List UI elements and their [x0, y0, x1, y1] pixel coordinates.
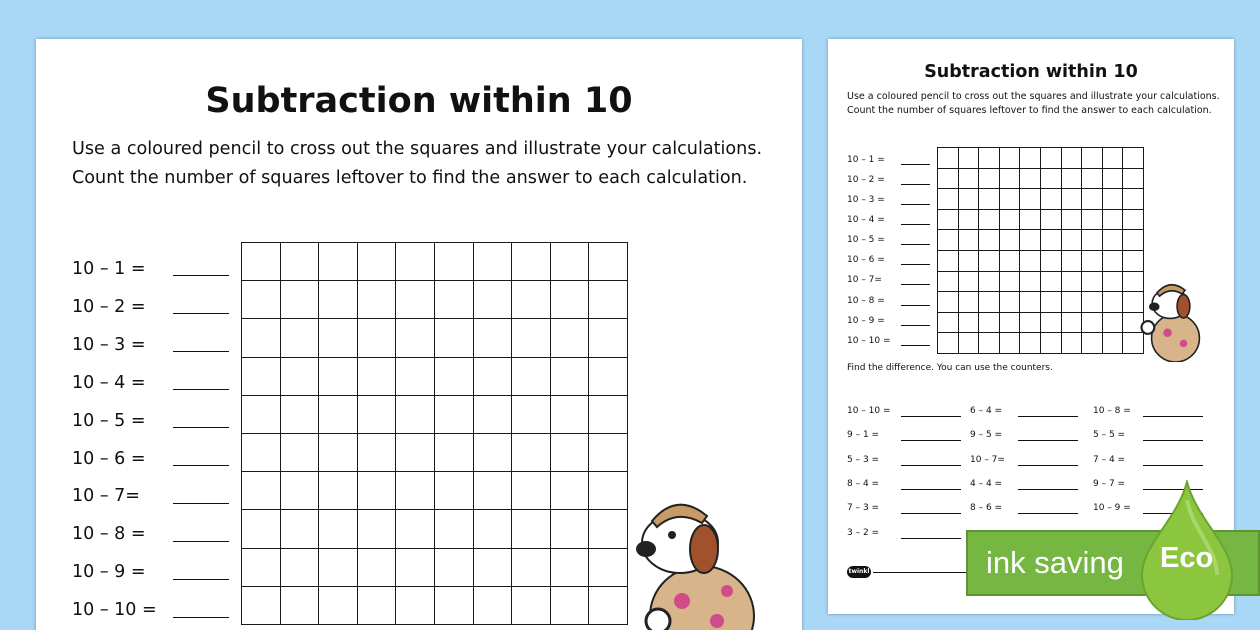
grid-square[interactable]: [1102, 271, 1123, 292]
grid-square[interactable]: [589, 395, 628, 433]
grid-square[interactable]: [242, 243, 281, 281]
grid-square[interactable]: [550, 510, 589, 548]
grid-square[interactable]: [1020, 230, 1041, 251]
grid-square[interactable]: [589, 319, 628, 357]
grid-square[interactable]: [396, 281, 435, 319]
grid-square[interactable]: [550, 586, 589, 624]
grid-square[interactable]: [958, 250, 979, 271]
grid-square[interactable]: [280, 281, 319, 319]
difference-equation: 5 – 5 =: [1093, 430, 1126, 440]
grid-square[interactable]: [999, 292, 1020, 313]
answer-line[interactable]: [901, 244, 930, 245]
grid-square[interactable]: [242, 319, 281, 357]
grid-square[interactable]: [1082, 333, 1103, 354]
grid-square[interactable]: [999, 333, 1020, 354]
grid-square[interactable]: [1123, 209, 1144, 230]
grid-square[interactable]: [434, 433, 473, 471]
equation: 10 – 9 =: [847, 316, 885, 326]
grid-square[interactable]: [434, 395, 473, 433]
grid-square[interactable]: [589, 510, 628, 548]
difference-equation: 10 – 8 =: [1093, 406, 1131, 416]
grid-square[interactable]: [1061, 292, 1082, 313]
grid-square[interactable]: [999, 250, 1020, 271]
preview-detective-dog-icon: [1133, 277, 1218, 362]
difference-equation: 10 – 10 =: [847, 406, 891, 416]
grid-square[interactable]: [473, 319, 512, 357]
grid-square[interactable]: [1040, 230, 1061, 251]
grid-square[interactable]: [396, 548, 435, 586]
grid-square[interactable]: [938, 271, 959, 292]
grid-square[interactable]: [979, 271, 1000, 292]
grid-square[interactable]: [938, 333, 959, 354]
grid-square[interactable]: [589, 357, 628, 395]
equation: 10 – 5 =: [72, 411, 146, 431]
grid-square[interactable]: [550, 319, 589, 357]
grid-square[interactable]: [473, 395, 512, 433]
grid-square[interactable]: [319, 357, 358, 395]
difference-equation: 10 – 9 =: [1093, 503, 1131, 513]
grid-square[interactable]: [434, 586, 473, 624]
grid-square[interactable]: [357, 319, 396, 357]
grid-square[interactable]: [319, 586, 358, 624]
grid-square[interactable]: [958, 312, 979, 333]
grid-square[interactable]: [242, 433, 281, 471]
large-worksheet: [36, 39, 802, 630]
grid-square[interactable]: [473, 433, 512, 471]
answer-line[interactable]: [901, 264, 930, 265]
grid-square[interactable]: [1020, 333, 1041, 354]
grid-square[interactable]: [280, 243, 319, 281]
grid-square[interactable]: [979, 292, 1000, 313]
grid-square[interactable]: [550, 281, 589, 319]
answer-line[interactable]: [901, 164, 930, 165]
grid-square[interactable]: [1040, 333, 1061, 354]
grid-square[interactable]: [938, 189, 959, 210]
grid-square[interactable]: [958, 292, 979, 313]
grid-square[interactable]: [979, 209, 1000, 230]
difference-equation: 7 – 4 =: [1093, 455, 1126, 465]
grid-square[interactable]: [473, 510, 512, 548]
grid-square[interactable]: [1123, 230, 1144, 251]
equation: 10 – 2 =: [847, 175, 885, 185]
grid-square[interactable]: [1082, 250, 1103, 271]
grid-square[interactable]: [938, 250, 959, 271]
difference-equation: 5 – 3 =: [847, 455, 880, 465]
grid-square[interactable]: [1020, 250, 1041, 271]
equation: 10 – 10 =: [72, 600, 157, 620]
grid-square[interactable]: [1123, 148, 1144, 169]
answer-line[interactable]: [901, 416, 961, 417]
grid-square[interactable]: [550, 357, 589, 395]
grid-square[interactable]: [958, 168, 979, 189]
answer-line[interactable]: [901, 305, 930, 306]
answer-line[interactable]: [1018, 465, 1078, 466]
grid-square[interactable]: [979, 148, 1000, 169]
grid-square[interactable]: [1040, 209, 1061, 230]
grid-square[interactable]: [1102, 168, 1123, 189]
grid-square[interactable]: [434, 357, 473, 395]
grid-square[interactable]: [512, 472, 551, 510]
instructions: [72, 135, 762, 193]
answer-line[interactable]: [1018, 489, 1078, 490]
grid-square[interactable]: [1082, 189, 1103, 210]
answer-line[interactable]: [1143, 440, 1203, 441]
grid-square[interactable]: [319, 319, 358, 357]
grid-square[interactable]: [1061, 148, 1082, 169]
grid-square[interactable]: [319, 510, 358, 548]
difference-equation: 9 – 7 =: [1093, 479, 1126, 489]
instruction-line-1: Use a coloured pencil to cross out the squares and illustrate your calculations.: [72, 139, 763, 159]
grid-square[interactable]: [589, 243, 628, 281]
grid-square[interactable]: [589, 472, 628, 510]
hundred-square-grid[interactable]: [241, 242, 628, 625]
answer-line[interactable]: [173, 389, 229, 390]
grid-square[interactable]: [242, 548, 281, 586]
grid-square[interactable]: [396, 357, 435, 395]
difference-equation: 7 – 3 =: [847, 503, 880, 513]
equation: 10 – 1 =: [847, 155, 885, 165]
grid-square[interactable]: [1082, 148, 1103, 169]
difference-equation: 3 – 2 =: [847, 528, 880, 538]
answer-line[interactable]: [1018, 513, 1078, 514]
grid-square[interactable]: [550, 433, 589, 471]
grid-square[interactable]: [979, 230, 1000, 251]
grid-square[interactable]: [280, 510, 319, 548]
grid-square[interactable]: [958, 189, 979, 210]
grid-square[interactable]: [938, 209, 959, 230]
eco-label: Eco: [1160, 542, 1214, 574]
grid-square[interactable]: [1082, 271, 1103, 292]
grid-square[interactable]: [1123, 250, 1144, 271]
grid-square[interactable]: [473, 472, 512, 510]
answer-line[interactable]: [173, 579, 229, 580]
grid-square[interactable]: [280, 319, 319, 357]
preview-instruction-line-2: Count the number of squares leftover to find the answer to each calculation.: [847, 105, 1212, 116]
grid-square[interactable]: [1020, 168, 1041, 189]
grid-square[interactable]: [319, 548, 358, 586]
grid-square[interactable]: [999, 168, 1020, 189]
grid-square[interactable]: [938, 148, 959, 169]
answer-line[interactable]: [901, 284, 930, 285]
grid-square[interactable]: [1082, 168, 1103, 189]
grid-square[interactable]: [1061, 209, 1082, 230]
equation: 10 – 3 =: [847, 195, 885, 205]
find-difference-heading: Find the difference. You can use the counters.: [847, 363, 1053, 373]
grid-square[interactable]: [280, 472, 319, 510]
grid-square[interactable]: [1061, 189, 1082, 210]
difference-equation: 9 – 5 =: [970, 430, 1003, 440]
grid-square[interactable]: [1040, 148, 1061, 169]
grid-square[interactable]: [979, 168, 1000, 189]
grid-square[interactable]: [550, 472, 589, 510]
grid-square[interactable]: [1040, 250, 1061, 271]
grid-square[interactable]: [280, 548, 319, 586]
difference-equation: 8 – 6 =: [970, 503, 1003, 513]
grid-square[interactable]: [512, 319, 551, 357]
grid-square[interactable]: [434, 548, 473, 586]
grid-square[interactable]: [357, 472, 396, 510]
grid-square[interactable]: [319, 243, 358, 281]
grid-square[interactable]: [319, 281, 358, 319]
preview-title: Subtraction within 10: [924, 62, 1138, 82]
grid-square[interactable]: [357, 281, 396, 319]
grid-square[interactable]: [357, 586, 396, 624]
answer-line[interactable]: [173, 465, 229, 466]
equation: 10 – 3 =: [72, 335, 146, 355]
answer-line[interactable]: [901, 513, 961, 514]
grid-square[interactable]: [357, 548, 396, 586]
grid-square[interactable]: [589, 433, 628, 471]
preview-instructions: [847, 90, 1220, 118]
grid-square[interactable]: [357, 357, 396, 395]
equation: 10 – 2 =: [72, 297, 146, 317]
grid-square[interactable]: [512, 281, 551, 319]
grid-square[interactable]: [1082, 292, 1103, 313]
answer-line[interactable]: [1018, 416, 1078, 417]
grid-square[interactable]: [1061, 250, 1082, 271]
grid-square[interactable]: [999, 148, 1020, 169]
grid-square[interactable]: [512, 357, 551, 395]
grid-square[interactable]: [473, 357, 512, 395]
grid-square[interactable]: [1082, 209, 1103, 230]
equation: 10 – 5 =: [847, 235, 885, 245]
grid-square[interactable]: [1102, 250, 1123, 271]
difference-equation: 10 – 7=: [970, 455, 1005, 465]
grid-square[interactable]: [512, 510, 551, 548]
equation: 10 – 1 =: [72, 259, 146, 279]
grid-square[interactable]: [1082, 312, 1103, 333]
answer-line[interactable]: [173, 541, 229, 542]
grid-square[interactable]: [1040, 292, 1061, 313]
grid-square[interactable]: [242, 357, 281, 395]
answer-line[interactable]: [901, 184, 930, 185]
answer-line[interactable]: [173, 427, 229, 428]
grid-square[interactable]: [396, 395, 435, 433]
grid-square[interactable]: [280, 395, 319, 433]
grid-square[interactable]: [396, 510, 435, 548]
grid-square[interactable]: [242, 472, 281, 510]
grid-square[interactable]: [1102, 292, 1123, 313]
grid-square[interactable]: [357, 243, 396, 281]
grid-square[interactable]: [958, 148, 979, 169]
grid-square[interactable]: [512, 548, 551, 586]
grid-square[interactable]: [473, 586, 512, 624]
grid-square[interactable]: [434, 472, 473, 510]
grid-square[interactable]: [512, 586, 551, 624]
grid-square[interactable]: [512, 433, 551, 471]
grid-square[interactable]: [280, 433, 319, 471]
grid-square[interactable]: [396, 433, 435, 471]
grid-square[interactable]: [938, 230, 959, 251]
grid-square[interactable]: [1123, 168, 1144, 189]
grid-square[interactable]: [1040, 312, 1061, 333]
grid-square[interactable]: [958, 209, 979, 230]
grid-square[interactable]: [357, 395, 396, 433]
equation: 10 – 9 =: [72, 562, 146, 582]
grid-square[interactable]: [1102, 189, 1123, 210]
grid-square[interactable]: [979, 333, 1000, 354]
grid-square[interactable]: [1061, 312, 1082, 333]
grid-square[interactable]: [1102, 230, 1123, 251]
grid-square[interactable]: [979, 312, 1000, 333]
answer-line[interactable]: [173, 351, 229, 352]
grid-square[interactable]: [958, 271, 979, 292]
answer-line[interactable]: [901, 465, 961, 466]
grid-square[interactable]: [589, 548, 628, 586]
grid-square[interactable]: [319, 433, 358, 471]
grid-square[interactable]: [550, 243, 589, 281]
grid-square[interactable]: [280, 586, 319, 624]
grid-square[interactable]: [242, 586, 281, 624]
grid-square[interactable]: [242, 395, 281, 433]
grid-square[interactable]: [999, 230, 1020, 251]
grid-square[interactable]: [396, 243, 435, 281]
grid-square[interactable]: [999, 189, 1020, 210]
grid-square[interactable]: [434, 319, 473, 357]
answer-line[interactable]: [901, 224, 930, 225]
grid-square[interactable]: [242, 510, 281, 548]
answer-line[interactable]: [1143, 416, 1203, 417]
grid-square[interactable]: [1102, 312, 1123, 333]
grid-square[interactable]: [1102, 333, 1123, 354]
difference-equation: 8 – 4 =: [847, 479, 880, 489]
answer-line[interactable]: [1143, 465, 1203, 466]
answer-line[interactable]: [173, 617, 229, 618]
grid-square[interactable]: [999, 312, 1020, 333]
grid-square[interactable]: [434, 510, 473, 548]
grid-square[interactable]: [958, 333, 979, 354]
grid-square[interactable]: [473, 548, 512, 586]
grid-square[interactable]: [396, 472, 435, 510]
twinkl-logo: twinkl: [847, 566, 871, 578]
grid-square[interactable]: [1061, 333, 1082, 354]
grid-square[interactable]: [999, 209, 1020, 230]
answer-line[interactable]: [173, 275, 229, 276]
grid-square[interactable]: [357, 433, 396, 471]
answer-line[interactable]: [901, 325, 930, 326]
grid-square[interactable]: [550, 548, 589, 586]
grid-square[interactable]: [512, 395, 551, 433]
grid-square[interactable]: [396, 319, 435, 357]
grid-square[interactable]: [396, 586, 435, 624]
grid-square[interactable]: [1020, 148, 1041, 169]
grid-square[interactable]: [1040, 189, 1061, 210]
equation: 10 – 6 =: [847, 255, 885, 265]
grid-square[interactable]: [1040, 271, 1061, 292]
grid-square[interactable]: [979, 250, 1000, 271]
grid-square[interactable]: [280, 357, 319, 395]
detective-dog-icon: [632, 491, 772, 630]
grid-square[interactable]: [473, 281, 512, 319]
grid-square[interactable]: [357, 510, 396, 548]
ink-saving-text: ink saving: [986, 545, 1124, 580]
grid-square[interactable]: [999, 271, 1020, 292]
answer-line[interactable]: [901, 440, 961, 441]
preview-instruction-line-1: Use a coloured pencil to cross out the squares and illustrate your calculations.: [847, 91, 1220, 102]
equation: 10 – 7=: [72, 486, 140, 506]
grid-square[interactable]: [589, 281, 628, 319]
grid-square[interactable]: [1061, 271, 1082, 292]
grid-square[interactable]: [319, 472, 358, 510]
grid-square[interactable]: [589, 586, 628, 624]
equation: 10 – 8 =: [72, 524, 146, 544]
answer-line[interactable]: [901, 204, 930, 205]
grid-square[interactable]: [938, 292, 959, 313]
grid-square[interactable]: [473, 243, 512, 281]
answer-line[interactable]: [173, 313, 229, 314]
difference-equation: 9 – 1 =: [847, 430, 880, 440]
equation: 10 – 8 =: [847, 296, 885, 306]
equation: 10 – 6 =: [72, 449, 146, 469]
grid-square[interactable]: [1061, 168, 1082, 189]
grid-square[interactable]: [1123, 189, 1144, 210]
grid-square[interactable]: [550, 395, 589, 433]
grid-square[interactable]: [979, 189, 1000, 210]
grid-square[interactable]: [938, 312, 959, 333]
grid-square[interactable]: [1061, 230, 1082, 251]
grid-square[interactable]: [1020, 292, 1041, 313]
grid-square[interactable]: [1082, 230, 1103, 251]
answer-line[interactable]: [901, 538, 961, 539]
equation: 10 – 7=: [847, 275, 882, 285]
grid-square[interactable]: [1102, 148, 1123, 169]
grid-square[interactable]: [1040, 168, 1061, 189]
equation: 10 – 10 =: [847, 336, 891, 346]
grid-square[interactable]: [1020, 209, 1041, 230]
equation: 10 – 4 =: [847, 215, 885, 225]
grid-square[interactable]: [434, 243, 473, 281]
difference-equation: 6 – 4 =: [970, 406, 1003, 416]
grid-square[interactable]: [1020, 312, 1041, 333]
answer-line[interactable]: [901, 345, 930, 346]
grid-square[interactable]: [958, 230, 979, 251]
grid-square[interactable]: [1102, 209, 1123, 230]
instruction-line-2: Count the number of squares leftover to find the answer to each calculation.: [72, 168, 748, 188]
grid-square[interactable]: [242, 281, 281, 319]
grid-square[interactable]: [938, 168, 959, 189]
preview-hundred-square-grid[interactable]: [937, 147, 1144, 354]
grid-square[interactable]: [1020, 189, 1041, 210]
answer-line[interactable]: [173, 503, 229, 504]
grid-square[interactable]: [512, 243, 551, 281]
grid-square[interactable]: [319, 395, 358, 433]
page-title: Subtraction within 10: [205, 81, 633, 121]
grid-square[interactable]: [434, 281, 473, 319]
answer-line[interactable]: [901, 489, 961, 490]
grid-square[interactable]: [1020, 271, 1041, 292]
answer-line[interactable]: [1018, 440, 1078, 441]
equation: 10 – 4 =: [72, 373, 146, 393]
difference-equation: 4 – 4 =: [970, 479, 1003, 489]
